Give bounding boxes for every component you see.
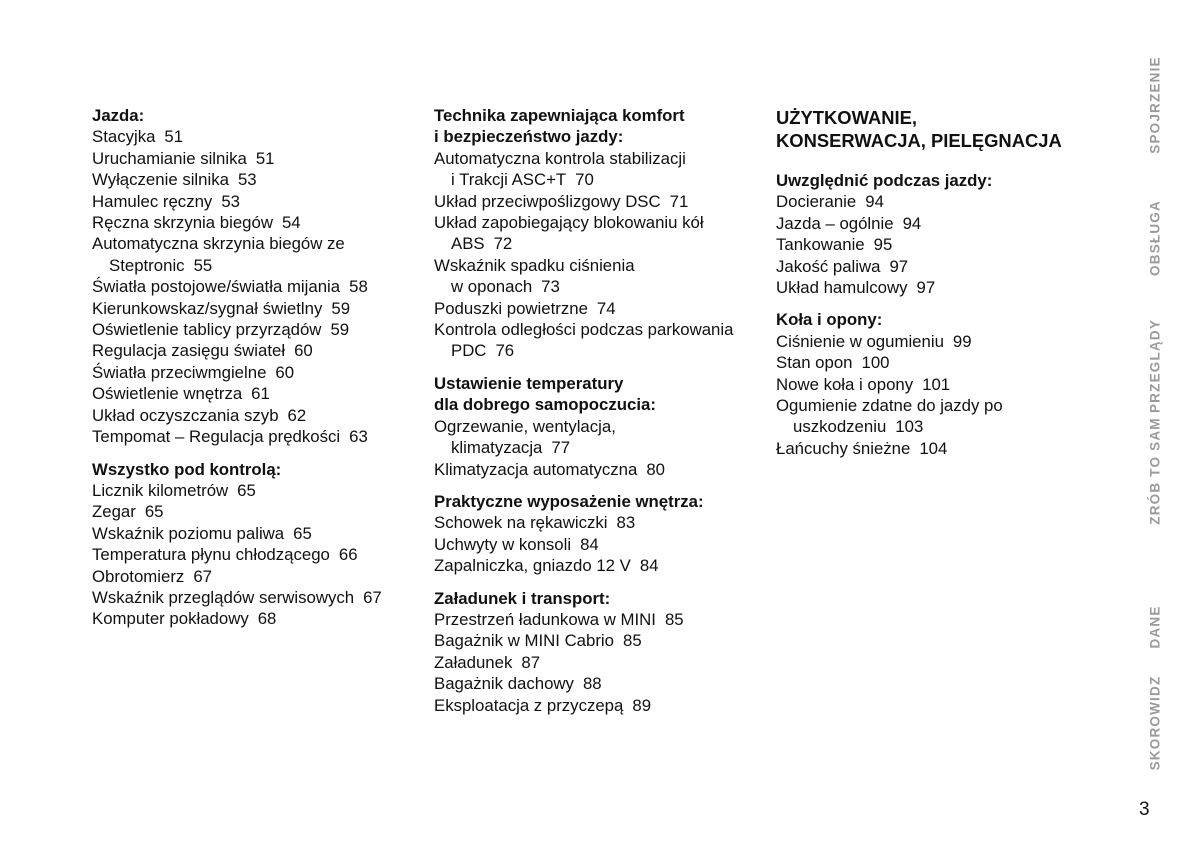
entry-text: Światła postojowe/światła mijania (92, 277, 341, 297)
entry-text: Wskaźnik przeglądów serwisowych (92, 587, 355, 607)
toc-entry (776, 256, 1106, 277)
entry-page: 53 (221, 191, 240, 211)
section-title: Uwzględnić podczas jazdy: (776, 171, 993, 190)
toc-entry (92, 501, 422, 522)
entry-cont-text: PDC (451, 341, 487, 361)
toc-entry (776, 191, 1106, 212)
entry-page: 60 (275, 362, 295, 382)
toc-entry (434, 630, 764, 651)
entry-page: 60 (294, 341, 313, 361)
toc-entry (434, 298, 764, 319)
entry-page: 65 (237, 480, 256, 500)
entry-page: 103 (895, 417, 924, 437)
entry-text: Bagażnik w MINI Cabrio (434, 631, 614, 651)
entry-continuation (434, 437, 764, 458)
toc-entry (434, 459, 764, 480)
entry-page: 68 (257, 609, 277, 629)
entry-page: 58 (349, 277, 368, 297)
entry-page: 51 (164, 127, 184, 147)
entry-text: Ciśnienie w ogumieniu (776, 331, 944, 351)
toc-entry (92, 383, 422, 404)
toc-section-zaladunek (434, 588, 764, 716)
toc-entry (434, 555, 764, 576)
toc-entry (776, 234, 1106, 255)
toc-section-wyposazenie (434, 491, 764, 577)
section-title-line: dla dobrego samopoczucia: (434, 395, 656, 415)
toc-entry (434, 319, 764, 362)
entry-text: Klimatyzacja automatyczna (434, 459, 638, 479)
entry-text: Kontrola odległości podczas parkowania (434, 320, 734, 340)
entry-page: 53 (237, 170, 257, 190)
toc-entry (92, 169, 422, 190)
toc-entry (434, 673, 764, 694)
toc-entry (92, 480, 422, 501)
entry-page: 97 (916, 278, 936, 298)
entry-page: 65 (144, 502, 164, 522)
toc-entry (434, 512, 764, 533)
entry-page: 54 (281, 213, 301, 233)
toc-entry (776, 395, 1106, 438)
toc-entry (434, 255, 764, 298)
toc-entry (776, 374, 1106, 395)
entry-cont-text: w oponach (451, 277, 533, 297)
entry-text: Poduszki powietrzne (434, 298, 588, 318)
entry-text: Regulacja zasięgu świateł (92, 341, 286, 361)
entry-page: 89 (632, 695, 652, 715)
entry-cont-text: Steptronic (109, 255, 185, 275)
tab-zrob-to-sam[interactable]: ZRÓB TO SAM (1147, 417, 1163, 525)
entry-text: Obrotomierz (92, 566, 185, 586)
toc-entry (92, 233, 422, 276)
entry-text: Tempomat – Regulacja prędkości (92, 427, 341, 447)
tab-skorowidz[interactable]: SKOROWIDZ (1147, 675, 1163, 771)
entry-page: 94 (865, 192, 884, 212)
entry-page: 51 (255, 148, 275, 168)
section-title: Wszystko pod kontrolą: (92, 459, 282, 479)
entry-text: Łańcuchy śnieżne (776, 438, 911, 458)
toc-entry (776, 331, 1106, 352)
entry-page: 63 (349, 427, 368, 447)
entry-page: 94 (902, 213, 922, 233)
toc-entry (434, 609, 764, 630)
entry-page: 71 (669, 191, 689, 211)
toc-entry (92, 340, 422, 361)
entry-text: Układ zapobiegający blokowaniu kół (434, 213, 704, 233)
toc-entry (92, 544, 422, 565)
section-title: Załadunek i transport: (434, 588, 611, 608)
toc-entry (434, 416, 764, 459)
toc-entry (92, 191, 422, 212)
entry-text: Nowe koła i opony (776, 374, 914, 394)
entry-text: Ogrzewanie, wentylacja, (434, 416, 616, 436)
toc-entry (92, 566, 422, 587)
entry-page: 62 (287, 405, 307, 425)
entry-text: Wskaźnik spadku ciśnienia (434, 255, 635, 275)
entry-continuation (92, 255, 422, 276)
toc-entry (92, 587, 422, 608)
entry-page: 85 (664, 609, 684, 629)
entry-continuation (434, 233, 764, 254)
toc-entry (92, 426, 422, 447)
entry-page: 101 (922, 374, 951, 394)
toc-entry (92, 148, 422, 169)
entry-page: 99 (952, 331, 972, 351)
entry-text: Układ oczyszczania szyb (92, 405, 279, 425)
entry-cont-text: klimatyzacja (451, 438, 543, 458)
entry-text: Załadunek (434, 652, 513, 672)
entry-text: Komputer pokładowy (92, 609, 249, 629)
entry-continuation (434, 276, 764, 297)
toc-entry (776, 352, 1106, 373)
entry-page: 67 (193, 566, 212, 586)
entry-text: Wskaźnik poziomu paliwa (92, 523, 285, 543)
entry-page: 76 (495, 341, 515, 361)
entry-continuation (434, 340, 764, 361)
toc-entry (434, 652, 764, 673)
entry-page: 83 (616, 513, 636, 533)
entry-page: 100 (861, 353, 890, 373)
toc-entry (434, 212, 764, 255)
entry-page: 97 (889, 256, 909, 276)
toc-entry (92, 405, 422, 426)
entry-page: 95 (873, 235, 893, 255)
chapter-tab-strip (1110, 0, 1200, 854)
entry-text: Uchwyty w konsoli (434, 534, 572, 554)
section-title: Jazda: (92, 106, 145, 125)
toc-section-jazda (92, 105, 422, 448)
tab-obsluga[interactable]: OBSŁUGA (1147, 200, 1163, 276)
section-title-line: i bezpieczeństwo jazdy: (434, 127, 624, 147)
entry-page: 73 (541, 277, 560, 297)
entry-page: 74 (596, 298, 616, 318)
entry-page: 65 (293, 523, 312, 543)
tab-spojrzenie[interactable]: SPOJRZENIE (1147, 56, 1163, 154)
entry-text: Wyłączenie silnika (92, 170, 229, 190)
toc-entry (434, 695, 764, 716)
entry-text: Jakość paliwa (776, 256, 881, 276)
entry-continuation (434, 169, 764, 190)
toc-entry (92, 298, 422, 319)
toc-entry (92, 212, 422, 233)
toc-entry (92, 126, 422, 147)
entry-text: Kierunkowskaz/sygnał świetlny (92, 298, 323, 318)
entry-continuation (776, 416, 1106, 437)
toc-section-kontrola (92, 459, 422, 630)
entry-page: 104 (919, 438, 948, 458)
entry-page: 66 (338, 545, 358, 565)
entry-text: Jazda – ogólnie (776, 213, 894, 233)
toc-entry (776, 438, 1106, 459)
entry-text: Hamulec ręczny (92, 191, 213, 211)
tab-dane[interactable]: DANE (1147, 605, 1163, 649)
chapter-title-line: KONSERWACJA, PIELĘGNACJA (776, 130, 1062, 151)
toc-entry (92, 319, 422, 340)
toc-entry (92, 362, 422, 383)
entry-text: Zapalniczka, gniazdo 12 V (434, 556, 631, 576)
toc-section-uwzglednic (776, 170, 1106, 298)
entry-page: 80 (646, 459, 665, 479)
toc-entry (434, 191, 764, 212)
entry-page: 59 (330, 320, 350, 340)
toc-column-3 (776, 105, 1106, 459)
entry-text: Ręczna skrzynia biegów (92, 213, 273, 233)
toc-entry (434, 148, 764, 191)
chapter-title-line: UŻYTKOWANIE, (776, 107, 917, 128)
entry-text: Docieranie (776, 192, 857, 212)
toc-entry (92, 276, 422, 297)
entry-text: Stan opon (776, 353, 853, 373)
section-title: Koła i opony: (776, 310, 883, 330)
entry-page: 88 (582, 674, 602, 694)
entry-text: Tankowanie (776, 235, 865, 255)
toc-column-1 (92, 105, 422, 630)
toc-section-technika (434, 105, 764, 362)
entry-text: Układ hamulcowy (776, 278, 908, 298)
entry-cont-text: ABS (451, 234, 485, 254)
entry-page: 77 (551, 438, 571, 458)
entry-text: Schowek na rękawiczki (434, 513, 608, 533)
toc-section-temperatura (434, 373, 764, 480)
toc-entry (776, 213, 1106, 234)
entry-text: Bagażnik dachowy (434, 674, 574, 694)
entry-page: 70 (575, 170, 594, 190)
entry-text: Przestrzeń ładunkowa w MINI (434, 609, 656, 629)
toc-section-kola (776, 309, 1106, 459)
section-title: Praktyczne wyposażenie wnętrza: (434, 491, 704, 511)
entry-page: 85 (623, 631, 642, 651)
toc-entry (92, 608, 422, 629)
entry-text: Licznik kilometrów (92, 480, 229, 500)
toc-entry (776, 277, 1106, 298)
entry-page: 84 (580, 534, 599, 554)
toc-entry (92, 523, 422, 544)
entry-text: Uruchamianie silnika (92, 148, 247, 168)
entry-text: Ogumienie zdatne do jazdy po (776, 396, 1003, 416)
toc-column-2 (434, 105, 764, 716)
entry-cont-text: uszkodzeniu (793, 417, 887, 437)
entry-page: 84 (639, 556, 659, 576)
section-title-line: Ustawienie temperatury (434, 373, 624, 393)
toc-entry (434, 534, 764, 555)
entry-page: 67 (363, 587, 382, 607)
entry-text: Oświetlenie wnętrza (92, 384, 243, 404)
entry-text: Automatyczna skrzynia biegów ze (92, 234, 345, 254)
entry-text: Oświetlenie tablicy przyrządów (92, 320, 322, 340)
entry-text: Zegar (92, 502, 136, 522)
page-number: 3 (1139, 799, 1150, 820)
entry-cont-text: i Trakcji ASC+T (451, 170, 567, 190)
entry-text: Stacyjka (92, 127, 156, 147)
entry-page: 61 (251, 384, 270, 404)
entry-text: Temperatura płynu chłodzącego (92, 545, 330, 565)
entry-text: Eksploatacja z przyczepą (434, 695, 624, 715)
entry-text: Światła przeciwmgielne (92, 362, 267, 382)
entry-text: Układ przeciwpoślizgowy DSC (434, 191, 661, 211)
entry-text: Automatyczna kontrola stabilizacji (434, 148, 686, 168)
entry-page: 55 (193, 255, 213, 275)
chapter-title (776, 106, 1106, 152)
tab-przeglady[interactable]: PRZEGLĄDY (1147, 318, 1163, 414)
section-title-line: Technika zapewniająca komfort (434, 106, 685, 125)
entry-page: 59 (331, 298, 351, 318)
entry-page: 72 (493, 234, 513, 254)
entry-page: 87 (521, 652, 541, 672)
